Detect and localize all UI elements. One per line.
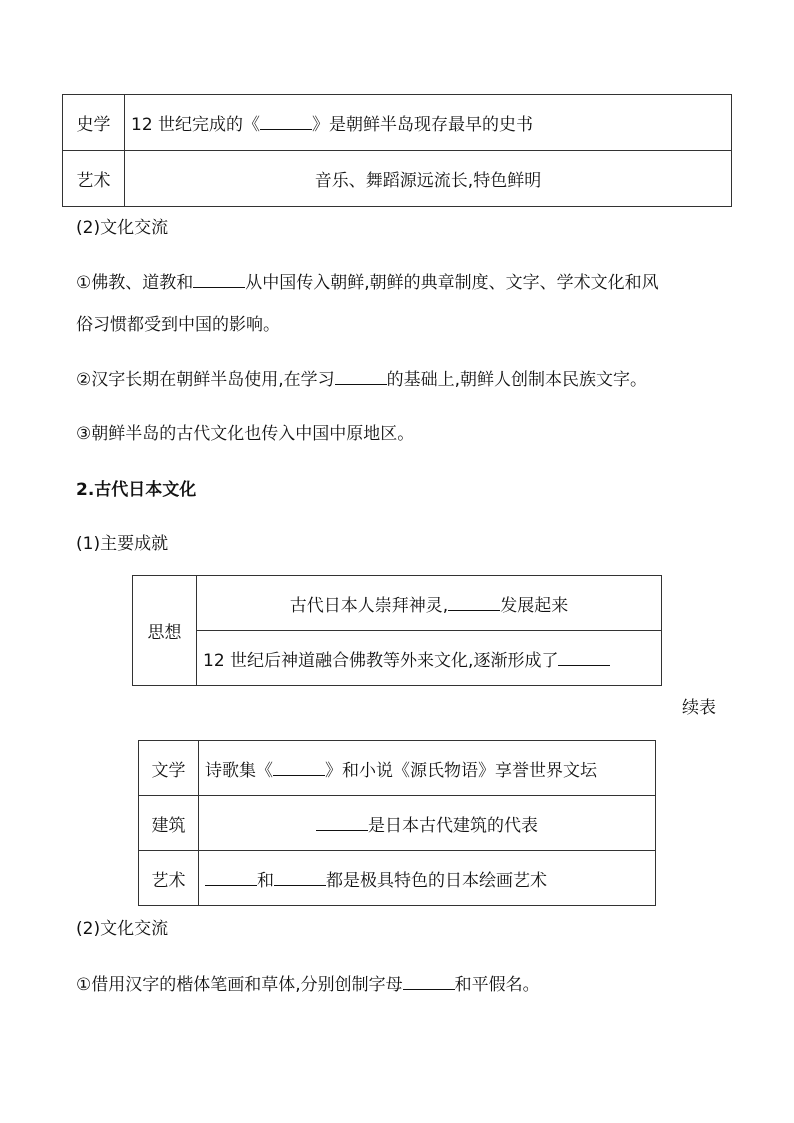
answer-blank[interactable] — [274, 869, 326, 886]
table-row — [139, 851, 656, 906]
answer-blank[interactable] — [448, 594, 500, 611]
thought-table — [132, 575, 662, 686]
answer-blank[interactable] — [403, 973, 455, 990]
row-label: 思想 — [133, 576, 197, 686]
list-item: ②汉字长期在朝鲜半岛使用,在学习 的基础上,朝鲜人创制本民族文字。 — [76, 370, 648, 390]
section-heading: (2)文化交流 — [76, 919, 169, 939]
answer-blank[interactable] — [193, 271, 245, 288]
answer-blank[interactable] — [260, 113, 312, 130]
row-content: 12 世纪后神道融合佛教等外来文化,逐渐形成了 — [197, 631, 662, 686]
subsection-heading: (1)主要成就 — [76, 534, 169, 554]
table-row — [63, 95, 732, 151]
answer-blank[interactable] — [558, 649, 610, 666]
row-label: 文学 — [139, 741, 199, 796]
history-art-table — [62, 94, 732, 207]
row-label: 艺术 — [63, 151, 125, 207]
section-heading: (2)文化交流 — [76, 218, 169, 238]
row-label: 艺术 — [139, 851, 199, 906]
row-label: 建筑 — [139, 796, 199, 851]
continued-label: 续表 — [682, 698, 716, 718]
table-row — [133, 631, 662, 686]
answer-blank[interactable] — [205, 869, 257, 886]
row-content: 是日本古代建筑的代表 — [199, 796, 656, 851]
table-row — [133, 576, 662, 631]
answer-blank[interactable] — [273, 759, 325, 776]
row-content: 音乐、舞蹈源远流长,特色鲜明 — [125, 151, 732, 207]
list-item: ③朝鲜半岛的古代文化也传入中国中原地区。 — [76, 424, 415, 444]
section-heading: 2.古代日本文化 — [76, 480, 197, 500]
answer-blank[interactable] — [335, 368, 387, 385]
answer-blank[interactable] — [316, 814, 368, 831]
table-row — [63, 151, 732, 207]
row-content: 古代日本人崇拜神灵, 发展起来 — [197, 576, 662, 631]
table-row — [139, 741, 656, 796]
row-content: 和 都是极具特色的日本绘画艺术 — [199, 851, 656, 906]
list-item-continued: 俗习惯都受到中国的影响。 — [76, 315, 280, 335]
table-row — [139, 796, 656, 851]
list-item: ①佛教、道教和 从中国传入朝鲜,朝鲜的典章制度、文字、学术文化和风 — [76, 273, 659, 293]
row-content: 诗歌集《 》和小说《源氏物语》享誉世界文坛 — [199, 741, 656, 796]
row-content: 12 世纪完成的《 》是朝鲜半岛现存最早的史书 — [125, 95, 732, 151]
row-label: 史学 — [63, 95, 125, 151]
list-item: ①借用汉字的楷体笔画和草体,分别创制字母 和平假名。 — [76, 975, 540, 995]
culture-table — [138, 740, 656, 906]
